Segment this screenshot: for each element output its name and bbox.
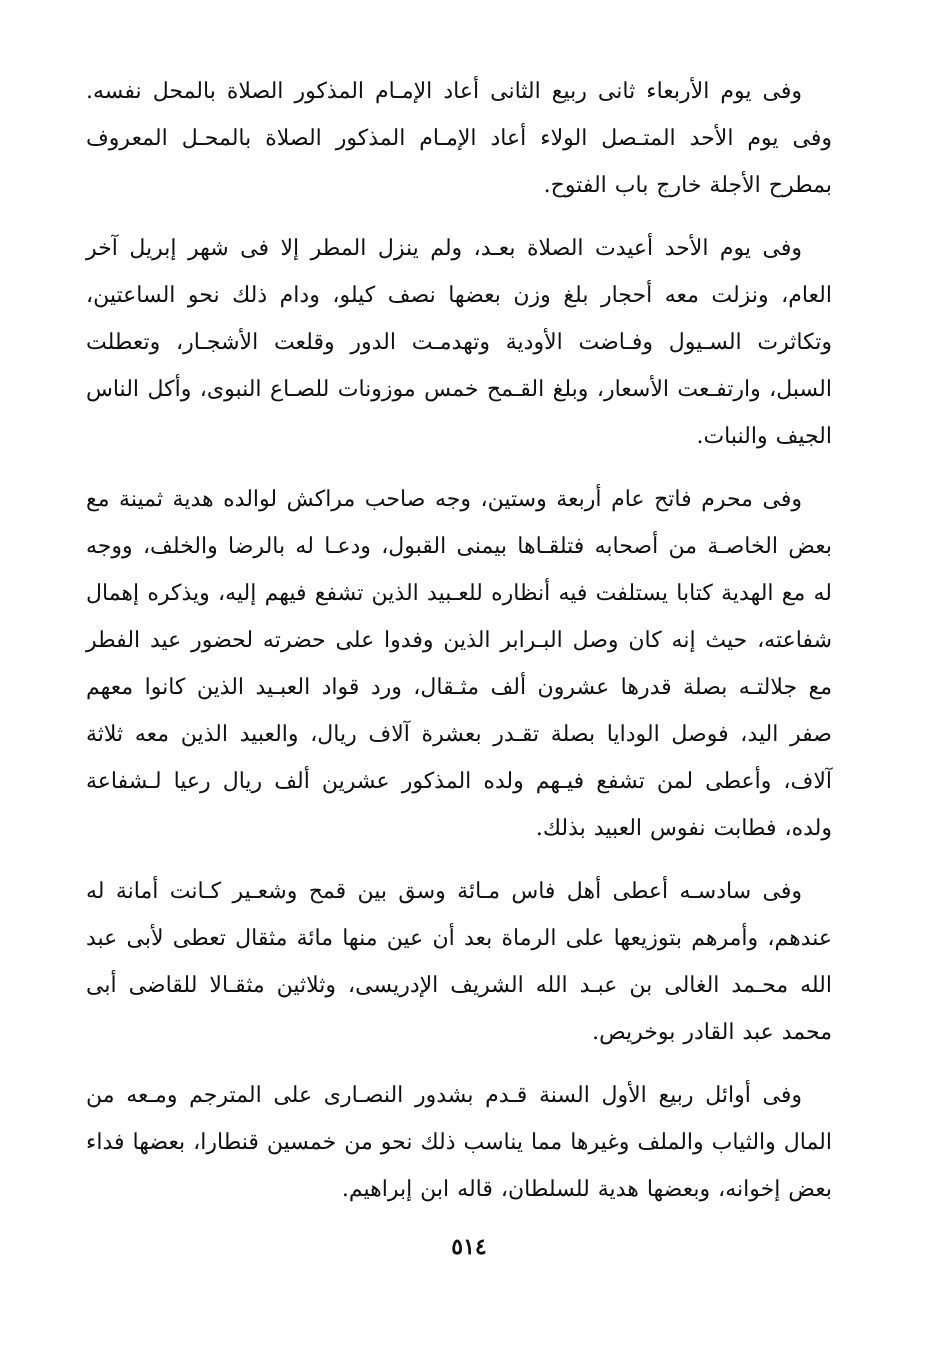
paragraph-2: وفى يوم الأحد أعيدت الصلاة بعـد، ولم ينزل المطر إلا فى شهر إبريل آخر العام، ونزلت معه أحجار بلغ وزن بعضها نصف كيلو، ودام ذلك نحو الساعتين، وتكاثرت السـيول وفـاضت الأودية وتهدمـت الدور وقلعت الأشجـار، وتعطلت السبل، وارتفـعت الأسعار، وبلغ القـمح خمس موزونات للصـاع النبوى، وأكل الناس الجيف والنبات. bbox=[86, 236, 832, 449]
page-number: ٥١٤ bbox=[451, 1234, 487, 1260]
paragraph-5: وفى أوائل ربيع الأول السنة قـدم بشدور النصـارى على المترجم ومـعه من المال والثياب والملف وغيرها مما يناسب ذلك نحو من خمسين قنطارا، بعضها فداء بعض إخوانه، وبعضها هدية للسلطان، قاله ابن إبراهيم. bbox=[86, 1083, 832, 1202]
paragraph-3: وفى محرم فاتح عام أربعة وستين، وجه صاحب مراكش لوالده هدية ثمينة مع بعض الخاصـة من أصحابه فتلقـاها بيمنى القبول، ودعـا له بالرضا والخلف، ووجه له مع الهدية كتابا يستلفت فيه أنظاره للعـبيد الذين تشفع فيهم إليه، ويذكره إهمال شفاعته، حيث إنه كان وصل البـرابر الذين وفدوا على حضرته لحضور عيد الفطر مع جلالتـه بصلة قدرها عشرون ألف مثـقال، ورد قواد العبـيد الذين كانوا معهم صفر اليد، فوصل الودايا بصلة تقـدر بعشرة آلاف ريال، والعبيد الذين معه ثلاثة آلاف، وأعطى لمن تشفع فيـهم ولده المذكور عشرين ألف ريال رعيا لـشفاعة ولده، فطابت نفوس العبيد بذلك. bbox=[86, 487, 832, 841]
paragraph-1: وفى يوم الأربعاء ثانى ربيع الثانى أعاد الإمـام المذكور الصلاة بالمحل نفسه. وفى يوم الأحد المتـصل الولاء أعاد الإمـام المذكور الصلاة بالمحـل المعروف بمطرح الأجلة خارج باب الفتوح. bbox=[86, 79, 832, 198]
paragraph-4: وفى سادسـه أعطى أهل فاس مـائة وسق بين قمح وشعـير كـانت أمانة له عندهم، وأمرهم بتوزيعها على الرماة بعد أن عين منها مائة مثقال تعطى لأبى عبد الله محـمد الغالى بن عبـد الله الشريف الإدريسى، وثلاثين مثقـالا للقاضى أبى محمد عبد القادر بوخريص. bbox=[86, 879, 832, 1045]
body-text bbox=[86, 68, 832, 1229]
